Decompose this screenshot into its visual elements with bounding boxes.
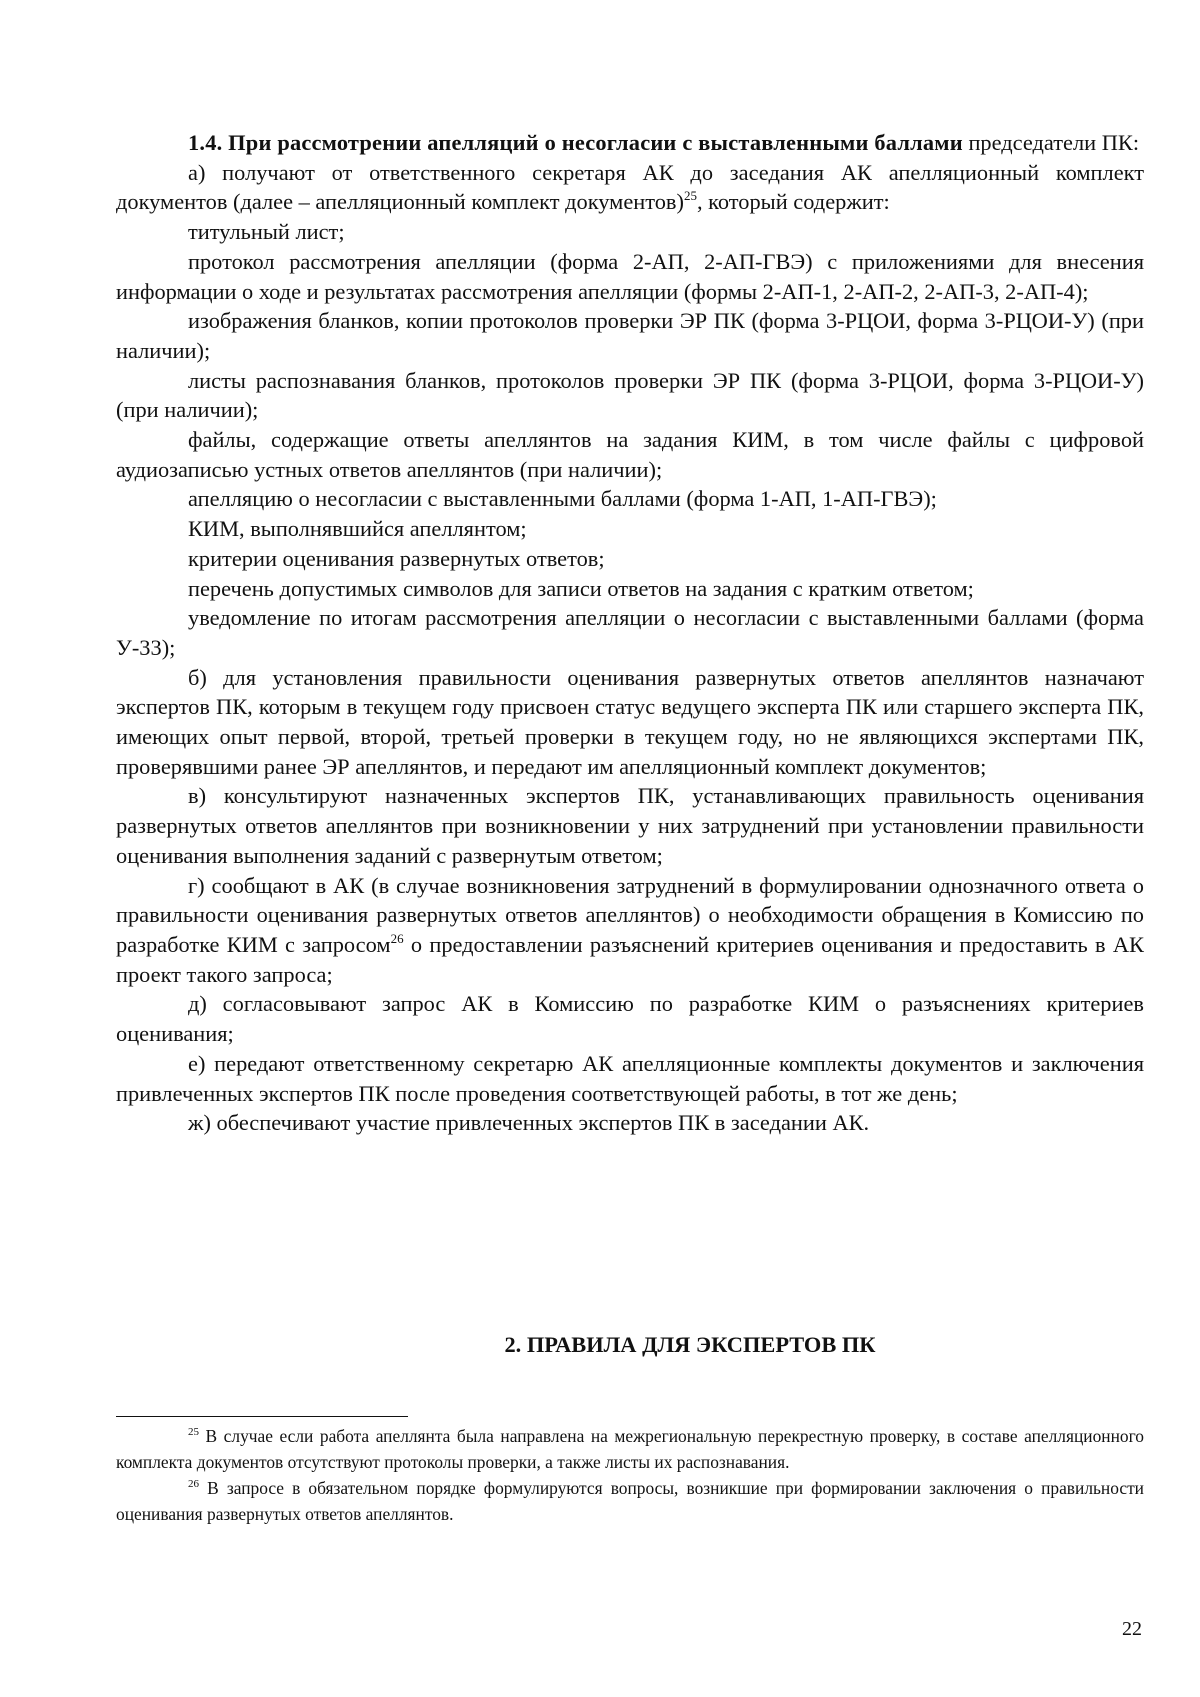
item-v: в) консультируют назначенных экспертов ПК, устанавливающих правильность оценивания развернутых ответов апеллянтов при возникновении у них затруднений при установлении правильности оценивания выполнения заданий с развернутым ответом; xyxy=(116,783,1144,868)
footnote-26 xyxy=(116,1475,1144,1527)
item-b: б) для установления правильности оценивания развернутых ответов апеллянтов назначают экспертов ПК, которым в текущем году присвоен статус ведущего эксперта ПК или старшего эксперта ПК, имеющих опыт первой, второй, третьей проверки в текущем году, но не являющихся экспертами ПК, проверявшими ранее ЭР апеллянтов, и передают им апелляционный комплект документов; xyxy=(116,664,1144,779)
footnote-number: 25 xyxy=(188,1426,199,1438)
page-number: 22 xyxy=(1122,1618,1142,1640)
list-item: уведомление по итогам рассмотрения апелляции о несогласии с выставленными баллами (форма У-33); xyxy=(116,605,1144,660)
footnote-text: В запросе в обязательном порядке формулируются вопросы, возникшие при формировании заключения о правильности оценивания развернутых ответов апеллянтов. xyxy=(116,1478,1144,1524)
section-1-4-intro-tail: председатели ПК: xyxy=(968,130,1140,155)
footnote-ref-25[interactable]: 25 xyxy=(683,188,697,204)
list-item: титульный лист; xyxy=(188,219,345,245)
footnote-separator xyxy=(116,1416,408,1417)
main-text xyxy=(116,128,1144,1138)
list-item: изображения бланков, копии протоколов проверки ЭР ПК (форма 3-РЦОИ, форма 3-РЦОИ-У) (при наличии); xyxy=(116,308,1144,363)
item-zh: ж) обеспечивают участие привлеченных экспертов ПК в заседании АК. xyxy=(188,1110,870,1136)
footnote-text: В случае если работа апеллянта была направлена на межрегиональную перекрестную проверку, в составе апелляционного комплекта документов отсутствуют протоколы проверки, а также листы их распознавания. xyxy=(116,1426,1144,1472)
item-d: д) согласовывают запрос АК в Комиссию по разработке КИМ о разъяснениях критериев оценивания; xyxy=(116,991,1144,1047)
list-item: КИМ, выполнявшийся апеллянтом; xyxy=(188,516,527,542)
section-2-heading: 2. ПРАВИЛА ДЛЯ ЭКСПЕРТОВ ПК xyxy=(504,1332,876,1357)
item-g-tail: о предоставлении разъяснений критериев оценивания и предоставить в АК проект такого запроса; xyxy=(116,931,1144,987)
list-item: файлы, содержащие ответы апеллянтов на задания КИМ, в том числе файлы с цифровой аудиозаписью устных ответов апеллянтов (при наличии); xyxy=(116,427,1144,482)
list-item: апелляцию о несогласии с выставленными баллами (форма 1-АП, 1-АП-ГВЭ); xyxy=(188,486,937,512)
list-item: критерии оценивания развернутых ответов; xyxy=(188,545,605,571)
section-1-4-intro xyxy=(116,128,1144,158)
item-a-tail: , который содержит: xyxy=(696,189,890,215)
footnote-number: 26 xyxy=(188,1478,199,1490)
list-item: протокол рассмотрения апелляции (форма 2-АП, 2-АП-ГВЭ) с приложениями для внесения информации о ходе и результатах рассмотрения апелляции (формы 2-АП-1, 2-АП-2, 2-АП-3, 2-АП-4); xyxy=(116,248,1144,304)
item-g xyxy=(116,871,1144,990)
item-e: е) передают ответственному секретарю АК апелляционные комплекты документов и заключения привлеченных экспертов ПК после проведения соответствующей работы, в тот же день; xyxy=(116,1050,1144,1106)
item-a-text: а) получают от ответственного секретаря АК до заседания АК апелляционный комплект документов (далее – апелляционный комплект документов) xyxy=(116,159,1144,215)
list-item: перечень допустимых символов для записи ответов на задания с кратким ответом; xyxy=(188,575,974,601)
footnote-25 xyxy=(116,1423,1144,1475)
item-g-text: г) сообщают в АК (в случае возникновения затруднений в формулировании однозначного ответа о правильности оценивания развернутых ответов апеллянтов) о необходимости обращения в Комиссию по разработке КИМ с запросом xyxy=(116,872,1144,957)
section-1-4-title: 1.4. При рассмотрении апелляций о несогласии с выставленными баллами xyxy=(188,130,963,155)
list-item: листы распознавания бланков, протоколов проверки ЭР ПК (форма 3-РЦОИ, форма 3-РЦОИ-У) (при наличии); xyxy=(116,367,1144,423)
footnote-ref-26[interactable]: 26 xyxy=(390,930,404,946)
footnotes xyxy=(116,1423,1144,1527)
item-a xyxy=(116,158,1144,217)
